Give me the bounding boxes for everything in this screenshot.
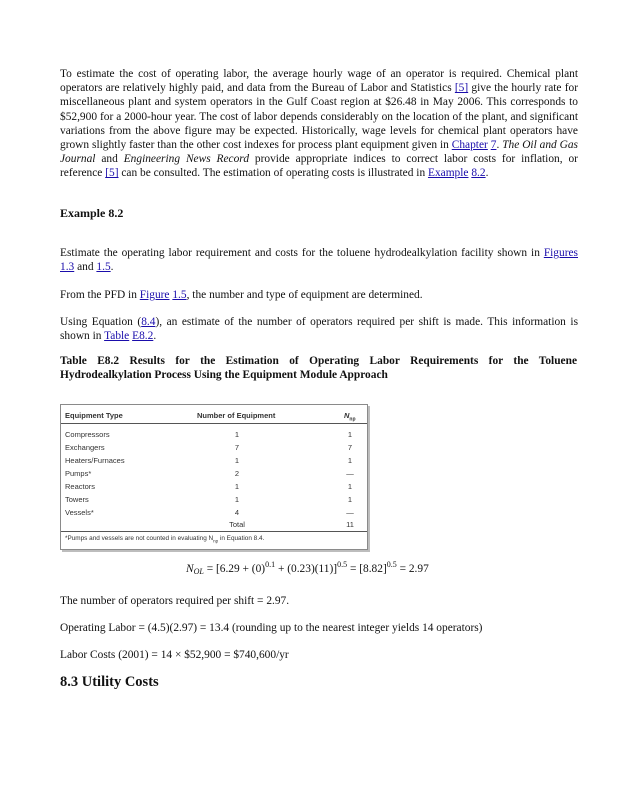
journal-title-ogj: The Oil and Gas Journal: [60, 139, 578, 166]
cell-type: Vessels*: [65, 508, 94, 517]
table-caption: Table E8.2 Results for the Estimation of Operating Labor Requirements for the Toluene Hydrodealkylation Process Using the Equipment Module Approach: [60, 355, 577, 382]
pfd-text-1: From the PFD in: [60, 289, 140, 301]
cell-total-label: Total: [229, 520, 245, 529]
cell-total-value: 11: [346, 520, 354, 529]
operators-equation: [186, 560, 429, 576]
using-eq-text-1: Using Equation (: [60, 316, 142, 328]
pfd-figure-number-link[interactable]: 1.5: [172, 289, 187, 301]
footnote-end: in Equation 8.4.: [218, 535, 265, 542]
eq-exp-3: 0.5: [386, 560, 397, 569]
cell-nnp: 1: [347, 430, 353, 439]
cell-type: Compressors: [65, 430, 110, 439]
cell-nnp: —: [346, 469, 354, 478]
operators-line: The number of operators required per shift = 2.97.: [60, 595, 290, 607]
table-row: [61, 430, 367, 442]
cell-nnp: 1: [347, 495, 353, 504]
using-eq-text-3: .: [153, 330, 157, 343]
table-header: [61, 409, 367, 424]
estimate-and: and: [74, 261, 97, 274]
cell-nnp: 1: [347, 456, 353, 465]
figures-link[interactable]: Figures: [543, 247, 578, 259]
intro-text-4: and: [95, 153, 124, 166]
header-nnp: [344, 411, 356, 423]
cell-type: Reactors: [65, 482, 96, 491]
cell-count: 7: [234, 443, 240, 452]
header-equipment-type: Equipment Type: [65, 411, 123, 420]
eq-exp-1: 0.1: [265, 560, 276, 569]
example-number-link[interactable]: 8.2: [471, 167, 486, 180]
table-row: [61, 495, 367, 507]
intro-text-6: can be consulted. The estimation of operating costs is illustrated in: [118, 167, 428, 180]
eq-part-a: = [6.29 + (0): [203, 563, 266, 575]
estimate-paragraph: [60, 246, 578, 274]
cell-count: 1: [234, 456, 240, 465]
journal-title-enr: Engineering News Record: [123, 153, 250, 166]
eq-part-c: = [8.82]: [347, 563, 387, 575]
chapter-link[interactable]: Chapter: [451, 139, 488, 152]
table-row: [61, 508, 367, 520]
intro-text-5: provide appropriate indices to correct labor costs for inflation, or reference: [60, 153, 578, 180]
reference-link-5[interactable]: [5]: [454, 82, 469, 95]
table-row: [61, 482, 367, 494]
intro-text-2: give the hourly rate for miscellaneous plant and system operators in the Gulf Coast region at $26.48 in May 2006. This corresponds to $52,900 for a 2000-hour year. The cost of labor depends considerably on the location of the plant, and significant variations from the above figure may be expected. Historically, wage levels for chemical plant operators have grown slightly faster than the other cost indexes for process plant equipment given in: [60, 82, 578, 152]
eq-exp-2: 0.5: [337, 560, 348, 569]
pfd-paragraph: [60, 288, 578, 302]
table-link[interactable]: Table: [104, 330, 130, 343]
intro-text-1: To estimate the cost of operating labor, the average hourly wage of an operator is required. Chemical plant operators are relatively highly paid, and data from the Bureau of Labor and Statistics: [60, 68, 578, 95]
reference-link-5b[interactable]: [5]: [105, 167, 119, 180]
cell-nnp: 1: [347, 482, 353, 491]
cell-count: 2: [234, 469, 240, 478]
cell-type: Exchangers: [65, 443, 105, 452]
header-np-sub: np: [349, 416, 356, 423]
intro-paragraph: [60, 67, 578, 181]
eq-part-d: = 2.97: [396, 563, 429, 575]
cell-nnp: —: [346, 508, 354, 517]
cell-type: Pumps*: [65, 469, 92, 478]
chapter-number-link[interactable]: 7: [490, 139, 497, 152]
intro-text-7: .: [485, 167, 489, 180]
intro-text-3: .: [496, 139, 503, 152]
header-n: N: [344, 411, 350, 420]
table-row: [61, 443, 367, 455]
cell-type: Heaters/Furnaces: [65, 456, 125, 465]
eq-n: N: [186, 563, 194, 575]
eq-part-b: + (0.23)(11)]: [275, 563, 338, 575]
figure-1-5-link[interactable]: 1.5: [96, 261, 111, 274]
pfd-figure-link[interactable]: Figure: [139, 289, 170, 301]
pfd-text-2: , the number and type of equipment are determined.: [186, 289, 423, 301]
cell-type: Towers: [65, 495, 89, 504]
cell-count: 1: [234, 482, 240, 491]
cell-count: 1: [234, 495, 240, 504]
footnote-sub: np: [213, 538, 219, 544]
cell-nnp: 7: [347, 443, 353, 452]
table-number-link[interactable]: E8.2: [132, 330, 154, 343]
table-row: [61, 469, 367, 481]
figure-1-3-link[interactable]: 1.3: [60, 261, 75, 274]
eq-subscript: OL: [193, 567, 204, 576]
example-link[interactable]: Example: [427, 167, 469, 180]
estimate-end: .: [110, 261, 114, 274]
header-number-of-equipment: Number of Equipment: [197, 411, 276, 420]
labor-costs-line: Labor Costs (2001) = 14 × $52,900 = $740,600/yr: [60, 649, 289, 661]
section-heading-utility-costs: 8.3 Utility Costs: [60, 674, 159, 690]
footnote-text: *Pumps and vessels are not counted in evaluating N: [65, 535, 214, 542]
using-eq-text-2: ), an estimate of the number of operators required per shift is made. This information is shown in: [60, 316, 579, 343]
cell-count: 4: [234, 508, 240, 517]
estimate-text: Estimate the operating labor requirement and costs for the toluene hydrodealkylation facility shown in: [60, 247, 544, 259]
cell-count: 1: [234, 430, 240, 439]
table-row: [61, 456, 367, 468]
table-footer-divider: [61, 531, 367, 532]
using-equation-paragraph: [60, 315, 578, 343]
operating-labor-line: Operating Labor = (4.5)(2.97) = 13.4 (rounding up to the nearest integer yields 14 operators): [60, 622, 483, 634]
equation-8-4-link[interactable]: 8.4: [141, 316, 156, 328]
table-footnote: [65, 535, 264, 543]
equipment-table: [60, 404, 368, 550]
example-heading: Example 8.2: [60, 206, 124, 220]
